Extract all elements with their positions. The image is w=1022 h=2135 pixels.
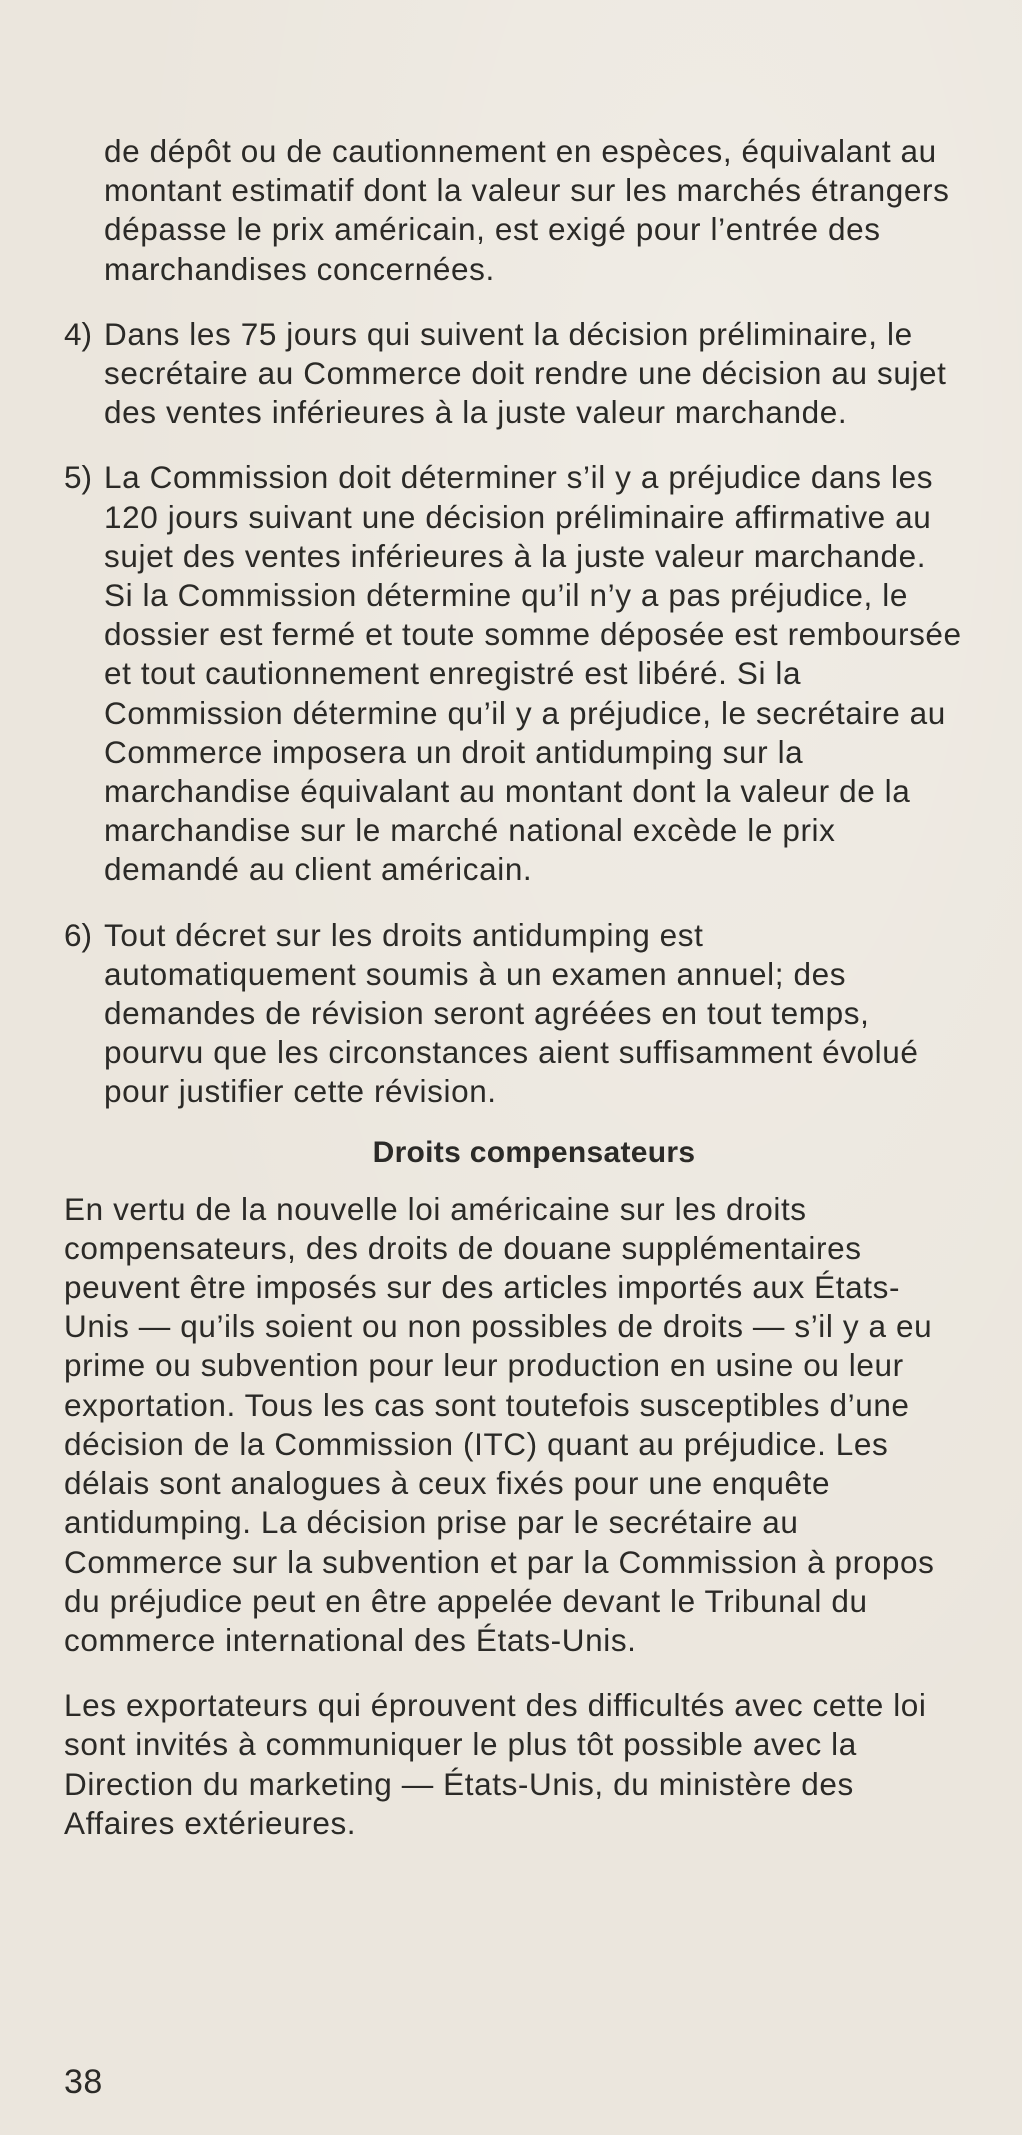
page-content — [64, 132, 964, 1843]
list-item — [64, 916, 964, 1112]
continuation-paragraph: de dépôt ou de cautionnement en espèces, équivalant au montant estimatif dont la valeur sur les marchés étrangers dépasse le prix américain, est exigé pour l’entrée des marchandises concernées. — [104, 133, 950, 287]
section-heading: Droits compensateurs — [372, 1135, 696, 1169]
body-paragraph: Les exportateurs qui éprouvent des difficultés avec cette loi sont invités à communiquer le plus tôt possible avec la Direction du marketing — États-Unis, du ministère des Affaires extérieures. — [64, 1687, 927, 1841]
list-item-text: Tout décret sur les droits antidumping est automatiquement soumis à un examen annuel; des demandes de révision seront agréées en tout temps, pourvu que les circonstances aient suffisamment évolué pour justifier cette révision. — [104, 916, 919, 1110]
list-item-number: 6) — [64, 916, 93, 953]
list-item-text: La Commission doit déterminer s’il y a préjudice dans les 120 jours suivant une décision préliminaire affirmative au sujet des ventes inférieures à la juste valeur marchande. Si la Commission détermine qu’il n’y a pas préjudice, le dossier est fermé et toute somme déposée est remboursée et tout cautionnement enregistré est libéré. Si la Commission détermine qu’il y a préjudice, le secrétaire au Commerce imposera un droit antidumping sur la marchandise équivalant au montant dont la valeur de la marchandise sur le marché national excède le prix demandé au client américain. — [104, 459, 962, 888]
list-item-text: Dans les 75 jours qui suivent la décision préliminaire, le secrétaire au Commerce doit rendre une décision au sujet des ventes inférieures à la juste valeur marchande. — [104, 315, 947, 431]
list-item-number: 4) — [64, 315, 93, 352]
list-item — [64, 458, 964, 889]
body-paragraph: En vertu de la nouvelle loi américaine sur les droits compensateurs, des droits de douane supplémentaires peuvent être imposés sur des articles importés aux États-Unis — qu’ils soient ou non possibles de droits — s’il y a eu prime ou subvention pour leur production en usine ou leur exportation. Tous les cas sont toutefois susceptibles d’une décision de la Commission (ITC) quant au préjudice. Les délais sont analogues à ceux fixés pour une enquête antidumping. La décision prise par le secrétaire au Commerce sur la subvention et par la Commission à propos du préjudice peut en être appelée devant le Tribunal du commerce international des États-Unis. — [64, 1190, 935, 1658]
list-item-number: 5) — [64, 459, 93, 496]
page-number: 38 — [64, 2063, 103, 2101]
list-item — [64, 315, 964, 433]
